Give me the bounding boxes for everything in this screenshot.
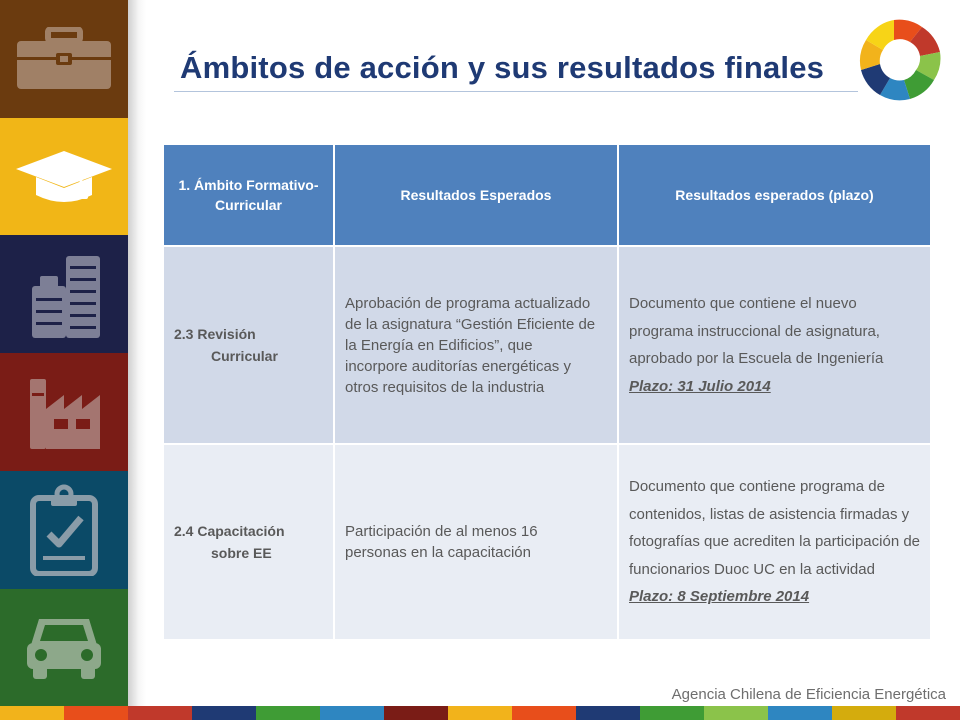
footer-bar-segment xyxy=(896,706,960,720)
table-row xyxy=(163,246,931,444)
footer-bar-segment xyxy=(832,706,896,720)
table-header-row xyxy=(163,144,931,246)
scope-cell xyxy=(163,246,334,444)
footer-agency-name: Agencia Chilena de Eficiencia Energética xyxy=(671,686,946,703)
sidebar-icon-column xyxy=(0,0,128,706)
page-title: Ámbitos de acción y sus resultados finales xyxy=(180,50,825,85)
header-expected-results: Resultados Esperados xyxy=(334,144,618,246)
table-row xyxy=(163,444,931,640)
scope-number-label: 2.3 Revisión xyxy=(174,326,256,342)
clipboard-check-icon xyxy=(29,484,99,576)
header-scope: 1. Ámbito Formativo-Curricular xyxy=(163,144,334,246)
footer-bar-segment xyxy=(0,706,64,720)
result-description: Documento que contiene programa de contenidos, listas de asistencia firmadas y fotografías que acrediten la participación de funcionarios Duoc UC en la actividad xyxy=(629,478,921,578)
footer-bar-segment xyxy=(384,706,448,720)
footer-bar-segment xyxy=(128,706,192,720)
footer-bar-segment xyxy=(576,706,640,720)
sidebar-block-checklist xyxy=(0,471,128,589)
result-deadline-cell xyxy=(618,246,931,444)
title-underline xyxy=(174,91,858,92)
deadline-label: Plazo: 31 Julio 2014 xyxy=(629,377,771,395)
scope-cell xyxy=(163,444,334,640)
factory-icon xyxy=(26,375,102,449)
footer-bar-segment xyxy=(192,706,256,720)
header-results-deadline: Resultados esperados (plazo) xyxy=(618,144,931,246)
footer-bar-segment xyxy=(64,706,128,720)
graduation-cap-icon xyxy=(14,147,114,207)
briefcase-icon xyxy=(15,27,113,91)
result-deadline-cell xyxy=(618,444,931,640)
sidebar-block-transport xyxy=(0,589,128,706)
sidebar-block-briefcase xyxy=(0,0,128,118)
buildings-icon xyxy=(22,250,106,338)
sidebar-shadow xyxy=(128,0,146,706)
footer-bar-segment xyxy=(640,706,704,720)
footer-bar-segment xyxy=(256,706,320,720)
agency-pinwheel-logo xyxy=(858,18,942,102)
footer-bar-segment xyxy=(448,706,512,720)
scope-number-label: 2.4 Capacitación xyxy=(174,523,285,539)
footer-color-bar xyxy=(0,706,960,720)
scope-label-continued: sobre EE xyxy=(211,545,272,561)
deadline-label: Plazo: 8 Septiembre 2014 xyxy=(629,588,810,606)
footer-bar-segment xyxy=(512,706,576,720)
sidebar-block-industry xyxy=(0,353,128,471)
expected-result-cell: Participación de al menos 16 personas en la capacitación xyxy=(334,444,618,640)
sidebar-block-buildings xyxy=(0,235,128,353)
footer-bar-segment xyxy=(320,706,384,720)
car-icon xyxy=(25,615,103,681)
expected-result-cell: Aprobación de programa actualizado de la asignatura “Gestión Eficiente de la Energía en Edificios”, que incorpore auditorías energéticas y otros requisitos de la industria xyxy=(334,246,618,444)
footer-bar-segment xyxy=(768,706,832,720)
sidebar-block-education xyxy=(0,118,128,235)
scope-label-continued: Curricular xyxy=(211,348,278,364)
footer-bar-segment xyxy=(704,706,768,720)
result-description: Documento que contiene el nuevo programa instruccional de asignatura, aprobado por la Escuela de Ingeniería xyxy=(629,295,884,367)
results-table xyxy=(162,143,932,641)
